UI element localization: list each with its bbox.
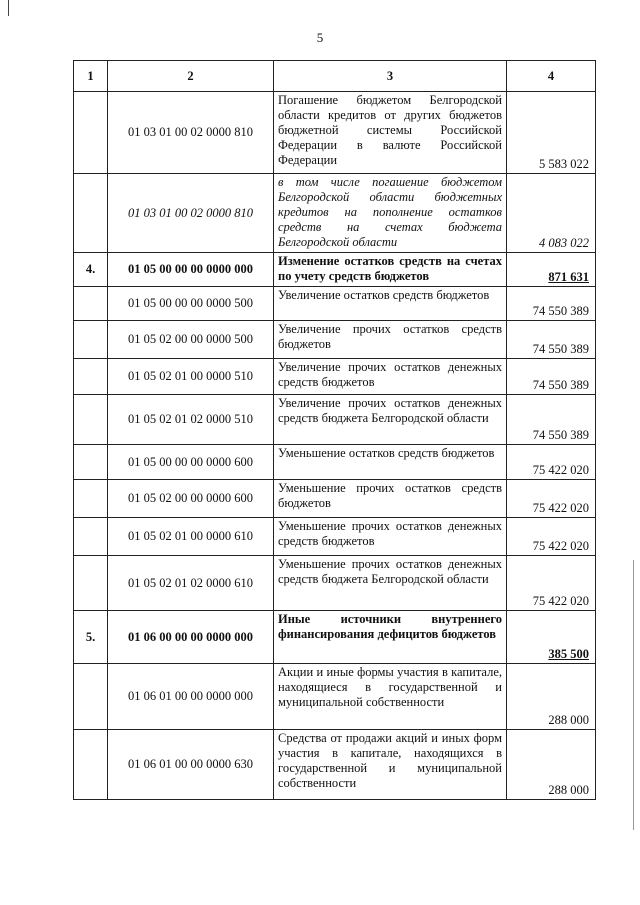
row-number xyxy=(74,321,108,359)
row-value: 75 422 020 xyxy=(507,556,596,611)
row-value: 4 083 022 xyxy=(507,174,596,253)
table-row xyxy=(74,664,596,730)
table-row xyxy=(74,92,596,174)
row-description: Уменьшение остатков средств бюджетов xyxy=(274,445,507,480)
row-number: 4. xyxy=(74,253,108,287)
row-description: Акции и иные формы участия в капитале, находящиеся в государственной и муниципальной собственности xyxy=(274,664,507,730)
scan-edge-line xyxy=(633,560,634,830)
row-number xyxy=(74,445,108,480)
header-col-2: 2 xyxy=(108,61,274,92)
row-description: Увеличение прочих остатков средств бюджетов xyxy=(274,321,507,359)
table-row xyxy=(74,321,596,359)
row-number xyxy=(74,359,108,395)
row-number xyxy=(74,395,108,445)
row-value: 74 550 389 xyxy=(507,395,596,445)
row-value: 74 550 389 xyxy=(507,359,596,395)
row-description: Уменьшение прочих остатков денежных средств бюджетов xyxy=(274,518,507,556)
row-code: 01 03 01 00 02 0000 810 xyxy=(108,92,274,174)
table-row xyxy=(74,253,596,287)
row-value: 74 550 389 xyxy=(507,287,596,321)
row-description: Уменьшение прочих остатков денежных средств бюджета Белгородской области xyxy=(274,556,507,611)
header-col-3: 3 xyxy=(274,61,507,92)
row-code: 01 05 02 01 02 0000 610 xyxy=(108,556,274,611)
row-value: 385 500 xyxy=(507,611,596,664)
row-code: 01 05 02 00 00 0000 500 xyxy=(108,321,274,359)
row-number xyxy=(74,664,108,730)
row-description: Иные источники внутреннего финансирования дефицитов бюджетов xyxy=(274,611,507,664)
row-description: Уменьшение прочих остатков средств бюджетов xyxy=(274,480,507,518)
row-code: 01 05 02 01 00 0000 510 xyxy=(108,359,274,395)
table-row xyxy=(74,395,596,445)
table-row xyxy=(74,174,596,253)
row-value: 75 422 020 xyxy=(507,518,596,556)
table-row xyxy=(74,556,596,611)
row-number xyxy=(74,518,108,556)
row-description: Погашение бюджетом Белгородской области кредитов от других бюджетов бюджетной системы Российской Федерации в валюте Российской Федерации xyxy=(274,92,507,174)
table-row xyxy=(74,445,596,480)
row-description: в том числе погашение бюджетом Белгородской области бюджетных кредитов на пополнение остатков средств на счетах бюджета Белгородской области xyxy=(274,174,507,253)
table-row xyxy=(74,480,596,518)
row-number xyxy=(74,92,108,174)
sources-table xyxy=(73,60,596,800)
row-code: 01 05 00 00 00 0000 000 xyxy=(108,253,274,287)
row-code: 01 06 01 00 00 0000 630 xyxy=(108,730,274,800)
row-description: Увеличение остатков средств бюджетов xyxy=(274,287,507,321)
row-value: 871 631 xyxy=(507,253,596,287)
page-number: 5 xyxy=(316,30,324,45)
table-row xyxy=(74,518,596,556)
row-number xyxy=(74,730,108,800)
row-number xyxy=(74,287,108,321)
row-value: 288 000 xyxy=(507,664,596,730)
row-description: Средства от продажи акций и иных форм участия в капитале, находящихся в государственной и муниципальной собственности xyxy=(274,730,507,800)
table-row xyxy=(74,287,596,321)
row-number xyxy=(74,480,108,518)
header-col-1: 1 xyxy=(74,61,108,92)
row-code: 01 05 00 00 00 0000 500 xyxy=(108,287,274,321)
row-code: 01 06 01 00 00 0000 000 xyxy=(108,664,274,730)
row-code: 01 06 00 00 00 0000 000 xyxy=(108,611,274,664)
table-header-row xyxy=(74,61,596,92)
row-value: 288 000 xyxy=(507,730,596,800)
scan-edge-mark xyxy=(8,0,9,16)
row-code: 01 05 02 01 02 0000 510 xyxy=(108,395,274,445)
row-value: 5 583 022 xyxy=(507,92,596,174)
row-description: Увеличение прочих остатков денежных средств бюджетов xyxy=(274,359,507,395)
row-number xyxy=(74,174,108,253)
row-code: 01 05 00 00 00 0000 600 xyxy=(108,445,274,480)
row-value: 74 550 389 xyxy=(507,321,596,359)
row-code: 01 03 01 00 02 0000 810 xyxy=(108,174,274,253)
row-number: 5. xyxy=(74,611,108,664)
row-value: 75 422 020 xyxy=(507,445,596,480)
header-col-4: 4 xyxy=(507,61,596,92)
row-description: Изменение остатков средств на счетах по учету средств бюджетов xyxy=(274,253,507,287)
row-value: 75 422 020 xyxy=(507,480,596,518)
table-row xyxy=(74,611,596,664)
table-row xyxy=(74,359,596,395)
row-code: 01 05 02 00 00 0000 600 xyxy=(108,480,274,518)
row-code: 01 05 02 01 00 0000 610 xyxy=(108,518,274,556)
row-number xyxy=(74,556,108,611)
table-row xyxy=(74,730,596,800)
row-description: Увеличение прочих остатков денежных средств бюджета Белгородской области xyxy=(274,395,507,445)
